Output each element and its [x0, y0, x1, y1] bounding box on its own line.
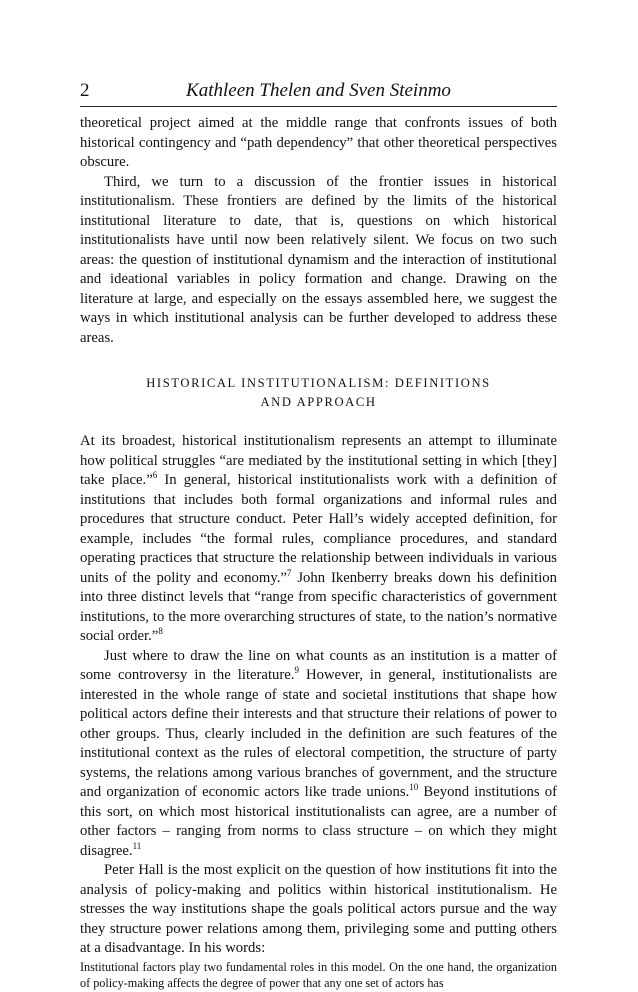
- page-number: 2: [80, 80, 90, 101]
- footnote-ref-8: 8: [158, 626, 163, 636]
- section-heading-line-2: AND APPROACH: [260, 395, 377, 409]
- paragraph-text: At its broadest, historical institutionalism represents an attempt to illuminate how political struggles “are mediated by the institutional setting in which [they] take place.”: [80, 433, 557, 488]
- paragraph-continuation: theoretical project aimed at the middle range that confronts issues of both historical contingency and “path dependency” that other theoretical perspectives obscure.: [80, 115, 557, 170]
- footnote-ref-7: 7: [286, 567, 292, 578]
- block-quote: Institutional factors play two fundamental roles in this model. On the one hand, the organization of policy-making affects the degree of power that any one set of actors has: [80, 959, 557, 990]
- footnote-ref-6: 6: [152, 470, 158, 480]
- section-heading-line-1: HISTORICAL INSTITUTIONALISM: DEFINITIONS: [146, 376, 491, 390]
- page-body: [80, 114, 557, 992]
- paragraph-text: In general, historical institutionalists work with a definition of institutions that includes both formal organizations and informal rules and procedures that structure conduct. Peter Hall’s widely accepted definition, for example, includes “the formal rules, compliance procedures, and standard operating practices that structure the relationship between individuals in various units of the polity and economy.”: [80, 472, 557, 586]
- paragraph-definitions: [80, 432, 557, 647]
- paragraph-text: However, in general, institutionalists are interested in the whole range of state and societal institutions that shape how political actors define their interests and that structure their relations of power to other groups. Thus, clearly included in the definition are such features of the institutional context as the rules of electoral competition, the structure of party systems, the relations among various branches of government, and the structure and organization of economic actors like trade unions.: [80, 667, 557, 800]
- paragraph-text: Just where to draw the line on what counts as an institution is a matter of some controversy in the literature.: [80, 647, 557, 683]
- page-header: [80, 78, 557, 107]
- footnote-ref-11: 11: [132, 840, 142, 851]
- paragraph-institution-line: [80, 647, 557, 862]
- section-heading: [80, 374, 557, 412]
- paragraph-text: Beyond institutions of this sort, on which most historical institutionalists can agree, are a number of other factors – ranging from norms to class structure – on which they might disagree.: [80, 784, 558, 859]
- footnote-ref-9: 9: [294, 665, 299, 675]
- paragraph-text: John Ikenberry breaks down his definition into three distinct levels that “range from specific characteristics of government institutions, to the more overarching structures of state, to the nation’s normative social order.”: [80, 569, 557, 644]
- running-head: Kathleen Thelen and Sven Steinmo: [186, 80, 451, 101]
- paragraph-frontier-issues: Third, we turn to a discussion of the frontier issues in historical institutionalism. These frontiers are defined by the limits of the historical institutional literature to date, that is, questions on which historical institutionalists have until now been relatively silent. We focus on two such areas: the question of institutional dynamism and the interaction of institutional and ideational variables in policy formation and change. Drawing on the literature at large, and especially on the essays assembled here, we suggest the ways in which institutional analysis can be further developed to address these areas.: [80, 173, 557, 346]
- paragraph-peter-hall: Peter Hall is the most explicit on the question of how institutions fit into the analysis of policy-making and politics within historical institutionalism. He stresses the way institutions shape the goals political actors pursue and the way they structure power relations among them, privileging some and putting others at a disadvantage. In his words:: [80, 862, 557, 956]
- footnote-ref-10: 10: [409, 782, 419, 792]
